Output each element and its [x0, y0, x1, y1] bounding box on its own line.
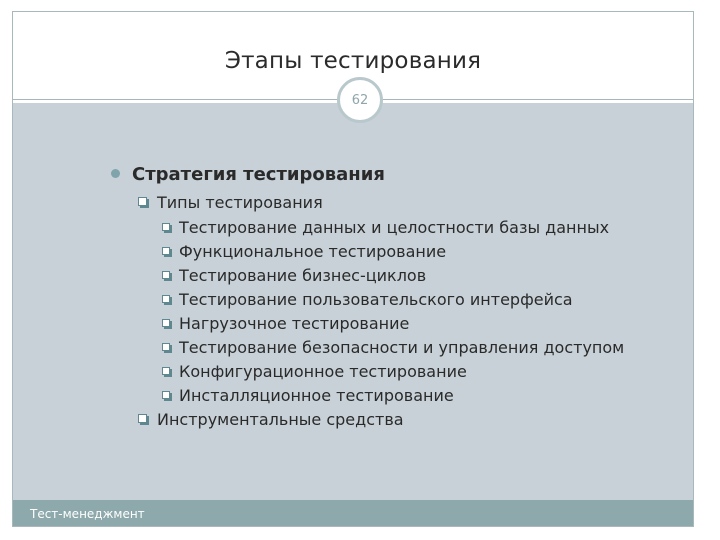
footer-bar: [13, 500, 693, 526]
section-label: Инструментальные средства: [157, 410, 404, 429]
list-item: [162, 338, 624, 357]
list-item: [162, 218, 609, 237]
slide-title: Этапы тестирования: [224, 48, 482, 74]
section-item: [138, 410, 404, 429]
square-bullet-icon: [162, 367, 170, 375]
list-item: [162, 362, 467, 381]
page-number-badge: [337, 77, 383, 123]
list-item-text: Нагрузочное тестирование: [179, 314, 410, 333]
square-bullet-icon: [162, 343, 170, 351]
list-item-text: Функциональное тестирование: [179, 242, 447, 261]
list-item: [162, 290, 573, 309]
heading-text: Стратегия тестирования: [132, 164, 385, 185]
slide: [12, 11, 694, 527]
list-item: [162, 314, 409, 333]
square-bullet-icon: [162, 319, 170, 327]
bullet-heading: [111, 164, 385, 185]
square-bullet-icon: [138, 414, 147, 423]
page-number: 62: [351, 92, 369, 108]
list-item-text: Тестирование бизнес-циклов: [179, 266, 427, 285]
section-item: [138, 193, 323, 212]
list-item-text: Конфигурационное тестирование: [179, 362, 467, 381]
square-bullet-icon: [162, 247, 170, 255]
list-item: [162, 266, 426, 285]
footer-text: Тест-менеджмент: [30, 507, 145, 521]
section-label: Типы тестирования: [157, 193, 323, 212]
list-item-text: Тестирование данных и целостности базы данных: [179, 218, 610, 237]
square-bullet-icon: [162, 295, 170, 303]
square-bullet-icon: [162, 223, 170, 231]
list-item-text: Тестирование пользовательского интерфейса: [179, 290, 573, 309]
square-bullet-icon: [162, 391, 170, 399]
list-item-text: Инсталляционное тестирование: [179, 386, 454, 405]
square-bullet-icon: [162, 271, 170, 279]
square-bullet-icon: [138, 197, 147, 206]
content-area: [13, 103, 693, 526]
list-item: [162, 386, 454, 405]
list-item-text: Тестирование безопасности и управления доступом: [179, 338, 625, 357]
list-item: [162, 242, 446, 261]
round-bullet-icon: [111, 169, 120, 178]
